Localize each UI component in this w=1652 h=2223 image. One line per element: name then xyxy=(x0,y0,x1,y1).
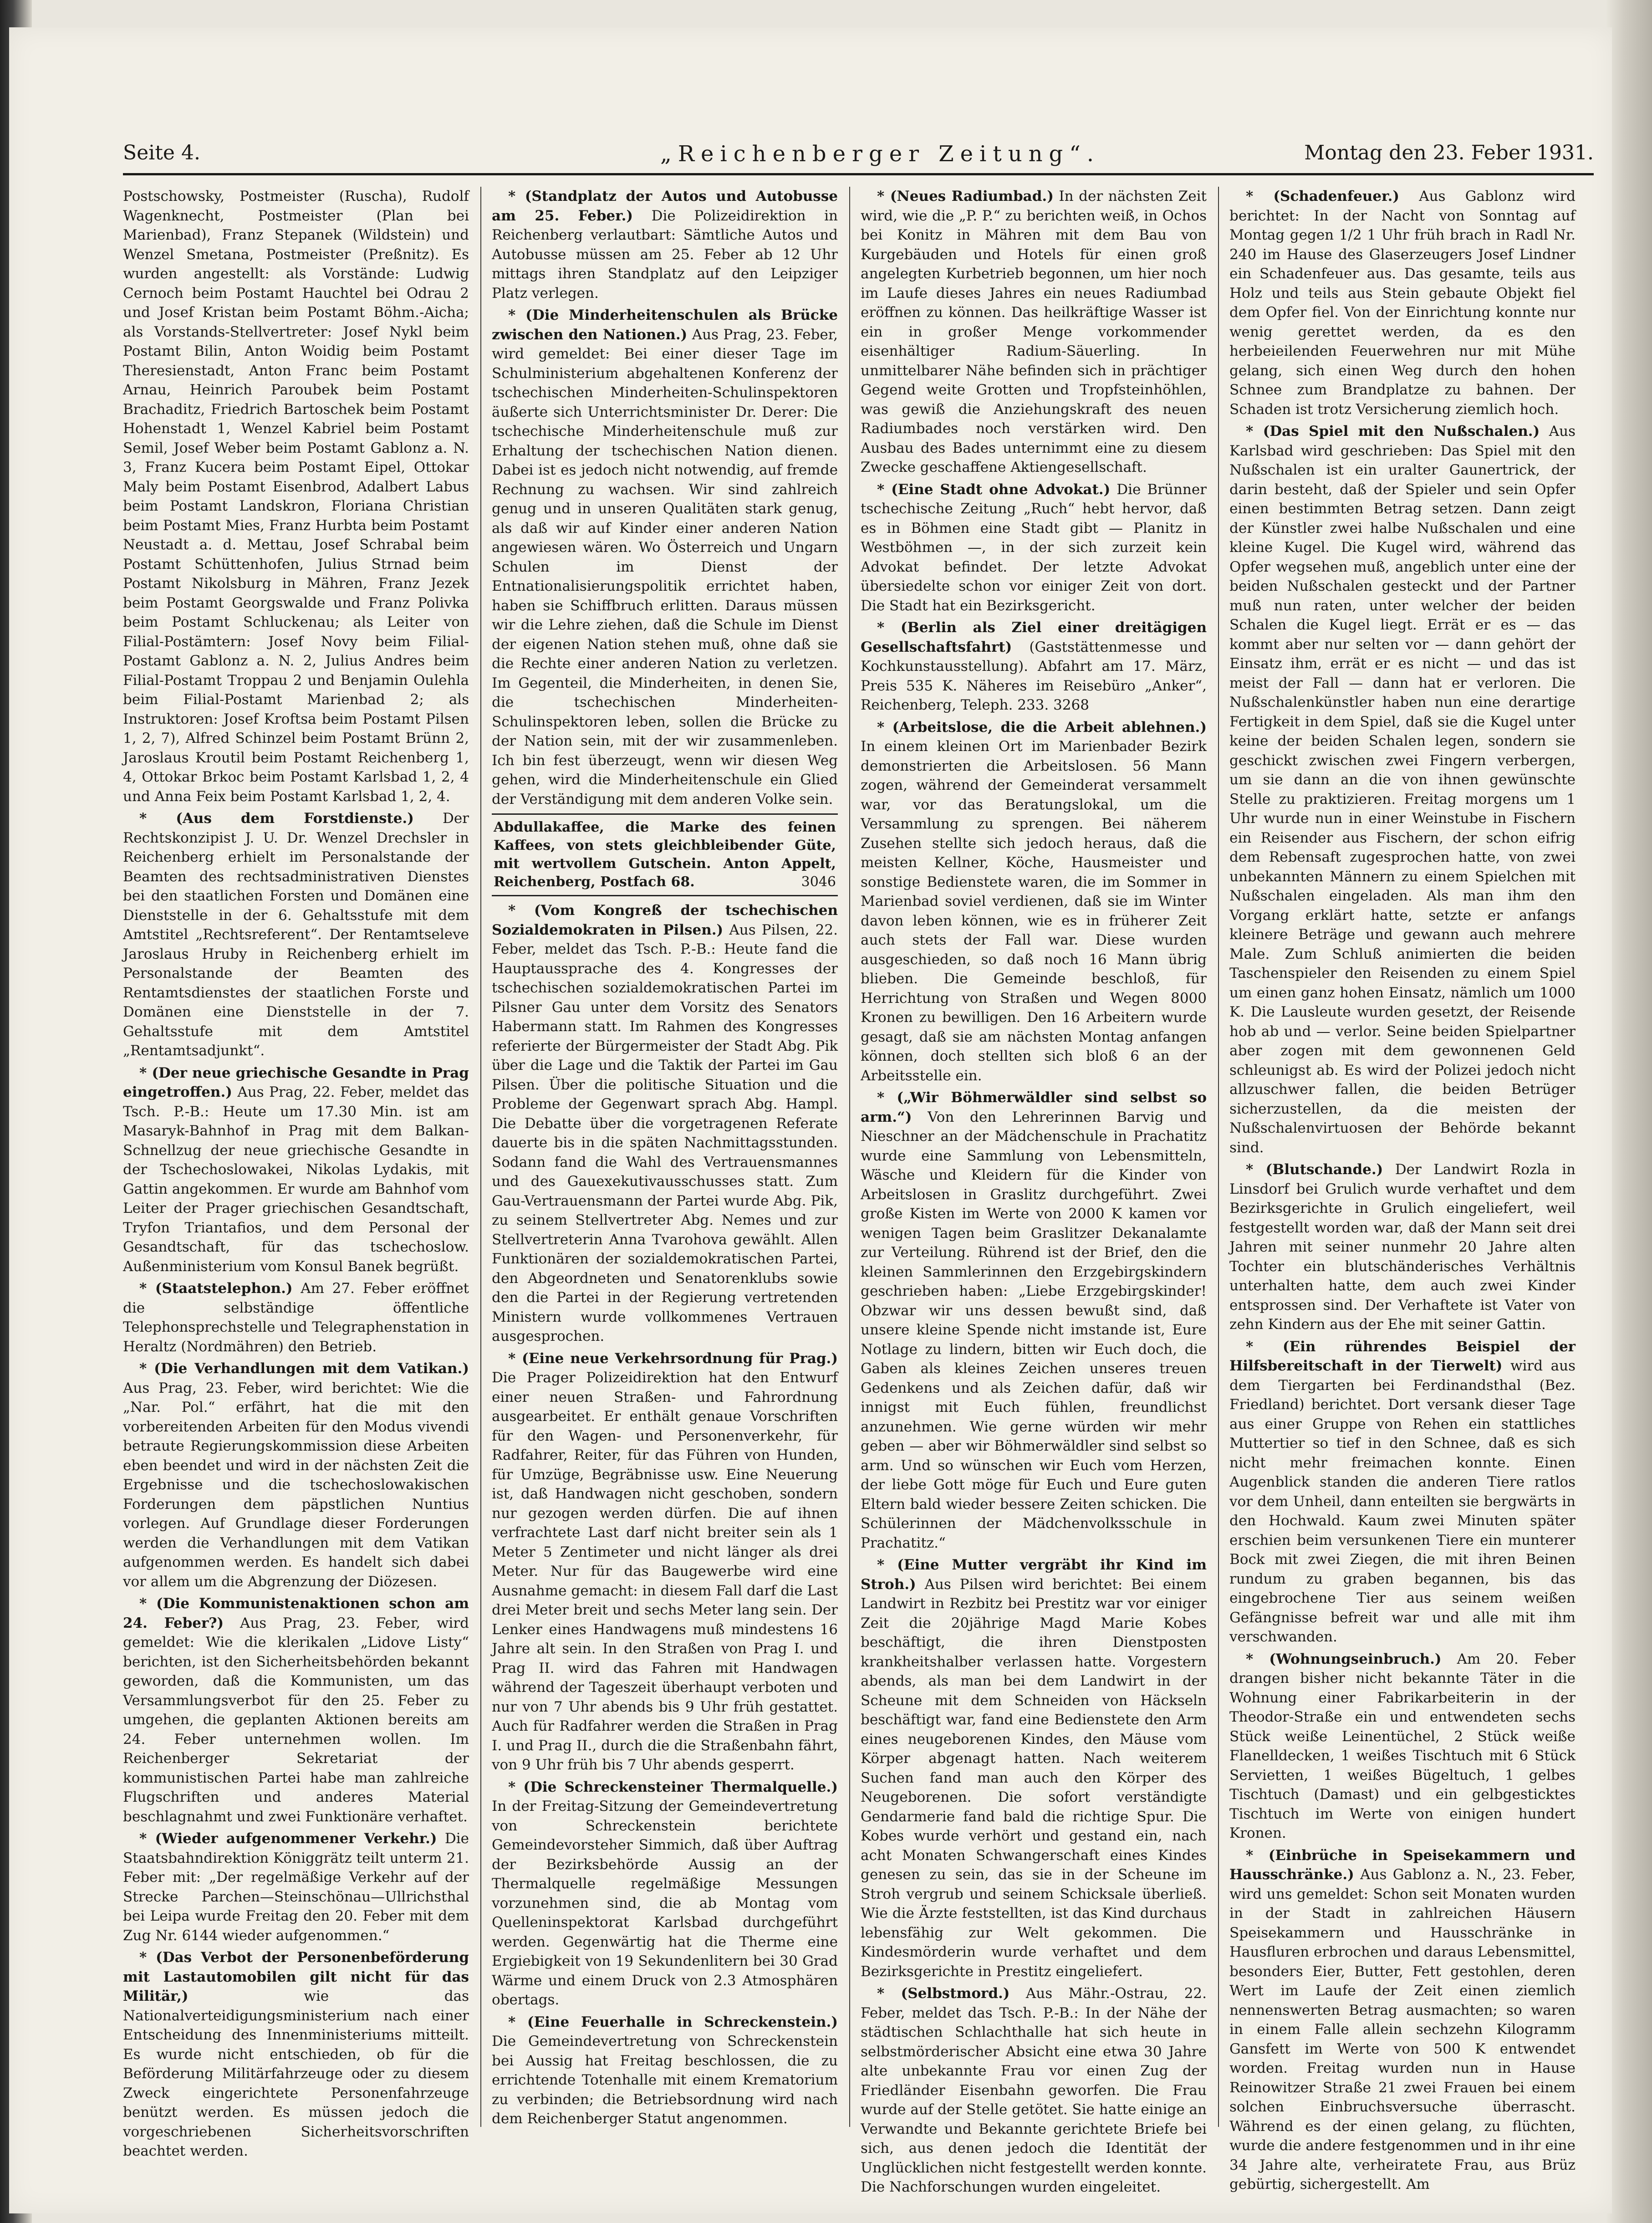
article-headline: * (Die Kommunistenaktionen schon am 24. Feber?) xyxy=(123,1595,469,1631)
advertisement xyxy=(492,813,838,896)
article-text: Der Landwirt Rozla in Linsdorf bei Grulich wurde verhaftet und dem Bezirksgerichte in Grulich eingeliefert, weil festgestellt worden war, daß der Mann seit drei Jahren mit seiner nunmehr 20 Jahre alten Tochter ein blutschänderisches Verhältnis unterhalten hatte, dem auch zwei Kinder entsprossen sind. Der Verhaftete ist Vater von zehn Kindern aus der Ehe mit seiner Gattin. xyxy=(1229,1161,1576,1333)
column-rule xyxy=(849,187,850,2127)
article-text: In der nächsten Zeit wird, wie die „P. P.“ zu berichten weiß, in Ochos bei Konitz in Mähren mit dem Bau von Kurgebäuden und Hotels für einen groß angelegten Kurbetrieb begonnen, um hier noch im Laufe dieses Jahres ein neues Radiumbad eröffnen zu können. Das heilkräftige Wasser ist ein in großer Menge vorkommender eisenhältiger Radium-Säuerling. In unmittelbarer Nähe befinden sich in prächtiger Gegend weite Grotten und Tropfsteinhöhlen, was gewiß die Anziehungskraft des neuen Radiumbades noch verstärken wird. Den Ausbau des Bades unternimmt eine zu diesem Zwecke geschaffene Aktiengesellschaft. xyxy=(861,188,1207,475)
article-text: Aus Prag, 23. Feber, wird gemeldet: Bei einer dieser Tage im Schulministerium abgehaltenen Konferenz der tschechischen Minderheiten-Schulinspektoren äußerte sich Unterrichtsminister Dr. Derer: Die tschechische Minderheitenschule muß zur Erhaltung der tschechischen Nation dienen. Dabei ist es jedoch nicht notwendig, auf fremde Rechnung zu wachsen. Wir sind zahlreich genug und in unseren Qualitäten stark genug, als daß wir auf Kinder einer anderen Nation angewiesen wären. Wo Österreich und Ungarn Schulen im Dienst der Entnationalisierungspolitik errichtet haben, haben sie Schiffbruch erlitten. Daraus müssen wir die Lehre ziehen, daß die Schule im Dienst der eigenen Nation stehen muß, ohne daß sie die Rechte einer anderen Nation zu verletzen. Im Gegenteil, die Minderheiten, in denen Sie, die tschechischen Minderheiten-Schulinspektoren leben, sollen die Brücke zu der Nation sein, mit der wir zusammenleben. Ich bin fest überzeugt, wenn wir diesen Weg gehen, wird die Minderheitenschule ein Glied der Verständigung mit dem anderen Volke sein. xyxy=(492,326,838,807)
article-text: Die Polizeidirektion in Reichenberg verlautbart: Sämtliche Autos und Autobusse müssen am 25. Feber ab 12 Uhr mittags ihren Standplatz auf den Leipziger Platz verlegen. xyxy=(492,207,838,302)
article-headline: * (Eine Mutter vergräbt ihr Kind im Stroh.) xyxy=(861,1557,1207,1593)
article-paragraph xyxy=(123,809,469,1061)
article-text: Aus Gablonz wird berichtet: In der Nacht von Sonntag auf Montag gegen 1/2 1 Uhr früh brach in Radl Nr. 240 im Hause des Glaserzeugers Josef Lindner ein Schadenfeuer aus. Das gesamte, teils aus Holz und teils aus Stein gebaute Objekt fiel dem Opfer fiel. Von der Einrichtung konnte nur wenig gerettet werden, da es den herbeieilenden Feuerwehren nur mit Mühe gelang, sich einen Weg durch den hohen Schnee zum Brandplatze zu bahnen. Der Schaden ist trotz Versicherung ziemlich hoch. xyxy=(1229,188,1576,418)
article-headline: * (Wohnungseinbruch.) xyxy=(1246,1651,1442,1667)
article-headline: * (Eine neue Verkehrsordnung für Prag.) xyxy=(508,1350,838,1367)
column-rule xyxy=(480,187,481,2127)
article-text: Aus Prag, 22. Feber, meldet das Tsch. P.-B.: Heute um 17.30 Min. ist am Masaryk-Bahnhof in Prag mit dem Balkan-Schnellzug der neue griechische Gesandte in der Tschechoslowakei, Nikolas Lydakis, mit Gattin angekommen. Er wurde am Bahnhof vom Leiter der Prager griechischen Gesandtschaft, Tryfon Triantafios, und dem Personal der Gesandtschaft, für das tschechoslow. Außenministerium vom Konsul Banek begrüßt. xyxy=(123,1084,469,1275)
ad-text: Abdullakaffee, die Marke des feinen Kaffees, von stets gleichbleibender Güte, mit wertvollem Gutschein. Anton Appelt, Reichenberg, Postfach 68. xyxy=(494,819,836,890)
article-text: Die Gemeindevertretung von Schreckenstein bei Aussig hat Freitag beschlossen, die zu errichtende Totenhalle mit einem Krematorium zu verbinden; die Betriebsordnung wird nach dem Reichenberger Statut angenommen. xyxy=(492,2033,838,2127)
article-paragraph xyxy=(1229,1337,1576,1647)
column-4 xyxy=(1229,187,1576,2192)
article-headline: * (Arbeitslose, die die Arbeit ablehnen.) xyxy=(877,719,1207,736)
page-number: Seite 4. xyxy=(123,141,200,164)
article-paragraph xyxy=(123,1063,469,1277)
article-headline: * (Schadenfeuer.) xyxy=(1246,188,1400,204)
article-paragraph xyxy=(861,718,1207,1086)
article-text: Aus Prag, 23. Feber, wird gemeldet: Wie die klerikalen „Lidove Listy“ berichten, ist den Sicherheitsbehörden bekannt geworden, daß die Kommunisten, um das Versammlungsverbot für den 25. Feber zu umgehen, die geplanten Aktionen bereits am 24. Feber unternehmen wollen. Im Reichenberger Sekretariat der kommunistischen Partei habe man zahlreiche Flugschriften und anderes Material beschlagnahmt und zwei Funktionäre verhaftet. xyxy=(123,1615,469,1825)
article-headline: * (Ein rührendes Beispiel der Hilfsbereitschaft in der Tierwelt) xyxy=(1229,1338,1576,1374)
article-headline: * (Selbstmord.) xyxy=(877,1985,1010,2002)
article-paragraph xyxy=(861,187,1207,477)
article-text: Am 20. Feber drangen bisher nicht bekannte Täter in die Wohnung einer Fabrikarbeiterin in der Theodor-Straße ein und entwendeten sechs Stück weiße Leinentüchel, 2 Stück weiße Flanelldecken, 1 weißes Tischtuch mit 6 Stück Servietten, 1 weißes Bügeltuch, 1 gelbes Tischtuch (Damast) und ein gelbgesticktes Tischtuch im Werte von einigen hundert Kronen. xyxy=(1229,1651,1576,1841)
article-text: Aus Pilsen wird berichtet: Bei einem Landwirt in Rezbitz bei Prestitz war vor einiger Zeit die 20jährige Magd Marie Kobes beschäftigt, die ihren Dienstposten krankheitshalber verlassen hatte. Vorgestern abends, als man bei dem Landwirt in der Scheune mit dem Schneiden von Häckseln beschäftigt war, fand eine Bedienstete den Arm eines neugeborenen Kindes, den Mäuse vom Körper abgenagt hatten. Nach weiterem Suchen fand man auch den Körper des Neugeborenen. Die sofort verständigte Gendarmerie fand bald die richtige Spur. Die Kobes wurde verhört und gestand ein, nach acht Monaten Schwangerschaft eines Kindes genesen zu sein, das sie in der Scheune im Stroh vergrub und seinem Schicksale überließ. Wie die Ärzte feststellten, ist das Kind durchaus lebensfähig zur Welt gekommen. Die Kindesmörderin wurde verhaftet und dem Bezirksgerichte in Prestitz eingeliefert. xyxy=(861,1576,1207,1980)
article-headline: * (Blutschande.) xyxy=(1246,1161,1383,1178)
article-text: Aus Prag, 23. Feber, wird berichtet: Wie die „Nar. Pol.“ erfährt, hat die mit den vorbereitenden Arbeiten für den Modus vivendi betraute Regierungskommission diese Arbeiten eben beendet und wird in der nächsten Zeit die Ergebnisse und die tschechoslowakischen Forderungen dem päpstlichen Nuntius vorlegen. Auf Grundlage dieser Forderungen werden die Verhandlungen mit dem Vatikan aufgenommen werden. Es handelt sich dabei vor allem um die Abgrenzung der Diözesen. xyxy=(123,1380,469,1590)
ad-number: 3046 xyxy=(801,874,836,890)
article-paragraph xyxy=(861,1984,1207,2197)
page-edge xyxy=(1606,0,1652,2223)
article-headline: * (Standplatz der Autos und Autobusse am 25. Feber.) xyxy=(492,188,838,224)
article-headline: * (Neues Radiumbad.) xyxy=(877,188,1054,204)
article-paragraph xyxy=(123,1359,469,1591)
article-paragraph xyxy=(492,2013,838,2129)
article-text: wie das Nationalverteidigungsministerium nach einer Entscheidung des Innenministeriums mitteilt. Es wurde nicht entschieden, ob für die Beförderung Militärfahrzeuge oder zu diesem Zweck eingerichtete Personenfahrzeuge benützt werden. Es müssen jedoch die vorgeschriebenen Sicherheitsvorschriften beachtet werden. xyxy=(123,1988,469,2159)
page-header xyxy=(123,137,1594,175)
article-headline: * (Einbrüche in Speisekammern und Hausschränke.) xyxy=(1229,1847,1576,1883)
article-headline: * (Die Minderheitenschulen als Brücke zwischen den Nationen.) xyxy=(492,307,838,343)
article-headline: * (Das Spiel mit den Nußschalen.) xyxy=(1246,423,1540,439)
article-paragraph xyxy=(492,901,838,1346)
article-text: (Gaststättenmesse und Kochkunstausstellung). Abfahrt am 17. März, Preis 535 K. Näheres im Reisebüro „Anker“, Reichenberg, Teleph. 233. 3268 xyxy=(861,639,1207,713)
article-text: Aus Mähr.-Ostrau, 22. Feber, meldet das Tsch. P.-B.: In der Nähe der städtischen Schlachthalle hat sich heute in selbstmörderischer Absicht eine etwa 30 Jahre alte unbekannte Frau vor einen Zug der Friedländer Eisenbahn geworfen. Die Frau wurde auf der Stelle getötet. Sie hatte einige an Verwandte und Bekannte gerichtete Briefe bei sich, aus denen jedoch die Identität der Unglücklichen nicht festgestellt werden konnte. Die Nachforschungen wurden eingeleitet. xyxy=(861,1985,1207,2195)
column-1 xyxy=(123,187,469,2159)
article-text: Aus Gablonz a. N., 23. Feber, wird uns gemeldet: Schon seit Monaten wurden in der Stadt in zahlreichen Häusern Speisekammern und Hausschränke in Hausfluren erbrochen und daraus Lebensmittel, besonders Eier, Butter, Fett gestohlen, deren Wert im Laufe der Zeit einen ziemlich nennenswerten Betrag ausmachten; so waren in einem Falle allein sechzehn Kilogramm Gansfett im Werte von 500 K entwendet worden. Freitag wurden nun in Hause Reinowitzer Straße 21 zwei Frauen bei einem solchen Einbruchsversuche überrascht. Während es der einen gelang, zu flüchten, wurde die andere festgenommen und in ihr eine 34 Jahre alte, verheiratete Frau, aus Brüz gebürtig, sichergestellt. Am xyxy=(1229,1866,1576,2192)
article-paragraph xyxy=(1229,1846,1576,2194)
article-paragraph xyxy=(1229,187,1576,419)
article-paragraph xyxy=(123,1594,469,1826)
article-text: Aus Karlsbad wird geschrieben: Das Spiel mit den Nußschalen ist ein uralter Gaunertrick, der darin besteht, daß der Spieler und sein Opfer einen bestimmten Betrag setzen. Dann zeigt der Künstler zwei halbe Nußschalen und eine kleine Kugel. Die Kugel wird, während das Opfer wegsehen muß, angeblich unter eine der beiden Nußschalen gesteckt und der Partner muß nun raten, unter welcher der beiden Schalen die Kugel liegt. Errät er es — das kommt aber nur selten vor — dann gehört der Einsatz ihm, errät er es nicht — und das ist meist der Fall — dann hat er verloren. Die Nußschalenkünstler haben nun eine derartige Fertigkeit in dem Spiel, daß sie die Kugel unter keine der beiden Schalen legen, sondern sie geschickt zwischen zwei Fingern verbergen, um sie dann an die von ihnen gewünschte Stelle zu praktizieren. Freitag morgens um 1 Uhr wurde nun in einer Weinstube in Fischern ein Reisender aus Fischern, der schon eifrig dem Rebensaft zugesprochen hatte, von zwei unbekannten Männern zu einem Spielchen mit Nußschalen eingeladen. Als man ihm den Vorgang erklärt hatte, setzte er anfangs kleinere Beträge und gewann auch mehrere Male. Zum Schluß animierten die beiden Taschenspieler den Reisenden zu einem Spiel um einen ganz hohen Einsatz, nämlich um 1000 K. Die Lausleute wurden gesetzt, der Reisende hob ab und — verlor. Seine beiden Spielpartner aber zogen mit dem gewonnenen Geld schleunigst ab. Es wird der Polizei jedoch nicht allzuschwer fallen, die beiden Betrüger sicherzustellen, da die meisten der Nußschalenvirtuosen der Behörde bekannt sind. xyxy=(1229,423,1576,1156)
article-paragraph xyxy=(1229,422,1576,1157)
article-headline: * (Eine Feuerhalle in Schreckenstein.) xyxy=(508,2013,838,2030)
article-headline: * (Das Verbot der Personenbeförderung mit Lastautomobilen gilt nicht für das Militär,) xyxy=(123,1949,469,2004)
article-text: In einem kleinen Ort im Marienbader Bezirk demonstrierten die Arbeitslosen. 56 Mann zogen, während der Gemeinderat versammelt war, vor das Beratungslokal, um die Versammlung zu sprengen. Bei näherem Zusehen stellte sich jedoch heraus, daß die meisten Kellner, Köche, Hausmeister und sonstige Bedienstete waren, die im Sommer in Marienbad soviel verdienen, daß sie im Winter davon leben können, wie es in früherer Zeit auch stets der Fall war. Diese wurden ausgeschieden, so daß noch 16 Mann übrig blieben. Die Gemeinde beschloß, für Herrichtung von Straßen und Wegen 8000 Kronen zu bewilligen. Den 16 Arbeitern wurde gesagt, daß sie am nächsten Montag anfangen können, doch stellten sich bloß 6 an der Arbeitsstelle ein. xyxy=(861,738,1207,1084)
article-text: In der Freitag-Sitzung der Gemeindevertretung von Schreckenstein berichtete Gemeindevorsteher Simmich, daß über Auftrag der Bezirksbehörde Aussig an der Thermalquelle regelmäßige Messungen vorzunehmen sind, die ab Montag vom Quelleninspektorat Karlsbad durchgeführt werden. Gegenwärtig hat die Therme eine Ergiebigkeit von 19 Sekundenlitern bei 30 Grad Wärme und einem Druck von 2.3 Atmosphären obertags. xyxy=(492,1798,838,2008)
article-paragraph xyxy=(861,1555,1207,1981)
article-paragraph xyxy=(492,1349,838,1775)
article-headline: * (Die Schreckensteiner Thermalquelle.) xyxy=(508,1778,838,1795)
article-text: Die Brünner tschechische Zeitung „Ruch“ hebt hervor, daß es in Böhmen eine Stadt gibt — Planitz in Westböhmen —, in der sich zurzeit kein Advokat befindet. Der letzte Advokat übersiedelte schon vor einiger Zeit von dort. Die Stadt hat ein Bezirksgericht. xyxy=(861,481,1207,614)
article-text: Die Prager Polizeidirektion hat den Entwurf einer neuen Straßen- und Fahrordnung ausgearbeitet. Er enthält genaue Vorschriften für den Wagen- und Personenverkehr, für Radfahrer, Reiter, für das Führen von Hunden, für Umzüge, Begräbnisse usw. Eine Neuerung ist, daß Handwagen nicht geschoben, sondern nur gezogen werden dürfen. Die auf ihnen verfrachtete Last darf nicht breiter sein als 1 Meter 5 Zentimeter und nicht länger als drei Meter. Nur für das Baugewerbe wird eine Ausnahme gemacht: in diesem Fall darf die Last drei Meter breit und sechs Meter lang sein. Der Lenker eines Handwagens muß mindestens 16 Jahre alt sein. In den Straßen von Prag I. und Prag II. wird das Fahren mit Handwagen während der Tageszeit überhaupt verboten und nur von 7 Uhr abends bis 9 Uhr früh gestattet. Auch für Radfahrer werden die Straßen in Prag I. und Prag II., durch die die Straßenbahn fährt, von 9 Uhr früh bis 7 Uhr abends gesperrt. xyxy=(492,1370,838,1773)
article-headline: * (Wieder aufgenommener Verkehr.) xyxy=(139,1830,437,1847)
article-headline: * (Die Verhandlungen mit dem Vatikan.) xyxy=(139,1360,469,1377)
article-headline: * (Staatstelephon.) xyxy=(139,1280,293,1297)
article-text: Aus Pilsen, 22. Feber, meldet das Tsch. P.-B.: Heute fand die Hauptaussprache des 4. Kongresses der tschechischen sozialdemokratischen Partei im Pilsner Gau unter dem Vorsitz des Senators Habermann statt. Im Rahmen des Kongresses referierte der Bürgermeister der Stadt Abg. Pik über die Lage und die Taktik der Partei im Gau Pilsen. Über die politische Situation und die Probleme der Gegenwart sprach Abg. Hampl. Die Debatte über die vorgetragenen Referate dauerte bis in die späten Nachmittagsstunden. Sodann fand die Wahl des Vertrauensmannes und des Gauexekutivausschusses statt. Zum Gau-Vertrauensmann der Partei wurde Abg. Pik, zu seinem Stellvertreter Abg. Nemes und zur Stellvertreterin Anna Tvarohova gewählt. Allen Funktionären der sozialdemokratischen Partei, den Abgeordneten und Senatorenklubs sowie den die Partei in der Regierung vertretenden Ministern wurde vollkommenes Vertrauen ausgesprochen. xyxy=(492,921,838,1344)
article-headline: * (Vom Kongreß der tschechischen Sozialdemokraten in Pilsen.) xyxy=(492,902,838,938)
column-rule xyxy=(1218,187,1219,2127)
article-paragraph xyxy=(492,187,838,303)
issue-date: Montag den 23. Feber 1931. xyxy=(1304,141,1594,164)
article-paragraph xyxy=(492,306,838,809)
article-headline: * (Berlin als Ziel einer dreitägigen Gesellschaftsfahrt) xyxy=(861,619,1207,655)
article-paragraph xyxy=(492,1778,838,2010)
article-headline: * („Wir Böhmerwäldler sind selbst so arm.“) xyxy=(861,1089,1207,1125)
article-text: Am 27. Feber eröffnet die selbständige öffentliche Telephonsprechstelle und Telegraphenstation in Heraltz (Nordmähren) den Betrieb. xyxy=(123,1280,469,1355)
article-text: Von den Lehrerinnen Barvig und Nieschner an der Mädchenschule in Prachatitz wurde eine Sammlung von Lebensmitteln, Wäsche und Kleidern für die Kinder von Arbeitslosen in Graslitz durchgeführt. Zwei große Kisten im Werte von 2000 K kamen vor wenigen Tagen beim Graslitzer Dekanalamte zur Verteilung. Rührend ist der Brief, den die kleinen Sammlerinnen den Erzgebirgskindern geschrieben haben: „Liebe Erzgebirgskinder! Obzwar wir uns dessen bewußt sind, daß unsere kleine Spende nicht imstande ist, Eure Notlage zu lindern, bitten wir Euch doch, die Gaben als kleines Zeichen unseres treuen Gedenkens und als Zeichen dafür, daß wir innigst mit Euch fühlen, freundlichst anzunehmen. Wie gerne würden wir mehr geben — aber wir Böhmerwäldler sind selbst so arm. Und so wünschen wir Euch vom Herzen, der liebe Gott möge für Euch und Eure guten Eltern bald wieder bessere Zeiten schicken. Die Schülerinnen der Mädchenvolksschule in Prachatitz.“ xyxy=(861,1109,1207,1551)
article-paragraph xyxy=(1229,1650,1576,1843)
newspaper-title: „Reichenberger Zeitung“. xyxy=(660,141,1101,167)
article-paragraph xyxy=(123,1948,469,2161)
article-text: Die Staatsbahndirektion Königgrätz teilt unterm 21. Feber mit: „Der regelmäßige Verkehr auf der Strecke Parchen—Steinschönau—Ullrichsthal bei Leipa wurde Freitag den 20. Feber mit dem Zug Nr. 6144 wieder aufgenommen.“ xyxy=(123,1830,469,1944)
column-2 xyxy=(492,187,838,2145)
article-paragraph xyxy=(861,480,1207,616)
article-paragraph xyxy=(861,1088,1207,1553)
article-paragraph xyxy=(861,618,1207,715)
column-3 xyxy=(861,187,1207,2195)
article-headline: * (Eine Stadt ohne Advokat.) xyxy=(877,481,1111,498)
article-text: wird aus dem Tiergarten bei Ferdinandsthal (Bez. Friedland) berichtet. Dort versank dieser Tage aus einer Gruppe von Rehen ein stattliches Muttertier so tief in den Schnee, daß es sich nicht mehr freimachen konnte. Einen Augenblick standen die anderen Tiere ratlos vor dem Unheil, dann enteilten sie bergwärts in den Hochwald. Kaum zwei Minuten später erschien beim versunkenen Tiere ein munterer Bock mit zwei Ziegen, die mit ihren Beinen rundum zu graben begannen, bis das eingebrochene Tier aus seinem weißen Gefängnisse befreit war und alle mit ihm verschwanden. xyxy=(1229,1358,1576,1645)
article-paragraph xyxy=(1229,1160,1576,1334)
article-text: Der Rechtskonzipist J. U. Dr. Wenzel Drechsler in Reichenberg erhielt im Personalstande der Beamten des rechtsadministrativen Dienstes bei den staatlichen Forsten und Domänen eine Dienststelle in der 6. Gehaltsstufe mit dem Amtstitel „Rechtsreferent“. Der Rentamtseleve Jaroslaus Hruby in Reichenberg erhielt im Personalstande der Beamten des Rentamtsdienstes der staatlichen Forste und Domänen eine Dienststelle in der 7. Gehaltsstufe mit dem Amtstitel „Rentamtsadjunkt“. xyxy=(123,810,469,1059)
article-paragraph xyxy=(123,1279,469,1356)
article-text: Postschowsky, Postmeister (Ruscha), Rudolf Wagenknecht, Postmeister (Plan bei Marienbad), Franz Stepanek (Wildstein) und Wenzel Smetana, Postmeister (Preßnitz). Es wurden angestellt: als Vorstände: Ludwig Cernoch beim Postamt Hauchtel bei Odrau 2 und Josef Kristan beim Postamt Böhm.-Aicha; als Vorstands-Stellvertreter: Josef Nykl beim Postamt Bilin, Anton Woidig beim Postamt Theresienstadt, Anton Franc beim Postamt Arnau, Heinrich Paroubek beim Postamt Brachaditz, Friedrich Bartoschek beim Postamt Hohenstadt 1, Wenzel Kabriel beim Postamt Semil, Josef Weber beim Postamt Gablonz a. N. 3, Franz Kucera beim Postamt Eipel, Ottokar Maly beim Postamt Eisenbrod, Adalbert Labus beim Postamt Landskron, Floriana Christian beim Postamt Mies, Franz Hurbta beim Postamt Neustadt a. d. Mettau, Josef Schrabal beim Postamt Schüttenhofen, Julius Strnad beim Postamt Nikolsburg in Mähren, Franz Jezek beim Postamt Georgswalde und Franz Polivka beim Postamt Schluckenau; als Leiter von Filial-Postämtern: Josef Novy beim Filial-Postamt Gablonz a. N. 2, Julius Andres beim Filial-Postamt Troppau 2 und Benjamin Oulehla beim Filial-Postamt Marienbad 2; als Instruktoren: Josef Kroftsa beim Postamt Pilsen 1, 2, 7), Alfred Schinzel beim Postamt Brünn 2, Jaroslaus Kroutil beim Postamt Reichenberg 1, 4, Ottokar Brkoc beim Postamt Karlsbad 1, 2, 4 und Anna Feix beim Postamt Karlsbad 1, 2, 4. xyxy=(123,188,469,805)
article-headline: * (Aus dem Forstdienste.) xyxy=(139,810,414,827)
article-paragraph xyxy=(123,187,469,806)
article-headline: * (Der neue griechische Gesandte in Prag eingetroffen.) xyxy=(123,1064,469,1100)
article-paragraph xyxy=(123,1829,469,1945)
